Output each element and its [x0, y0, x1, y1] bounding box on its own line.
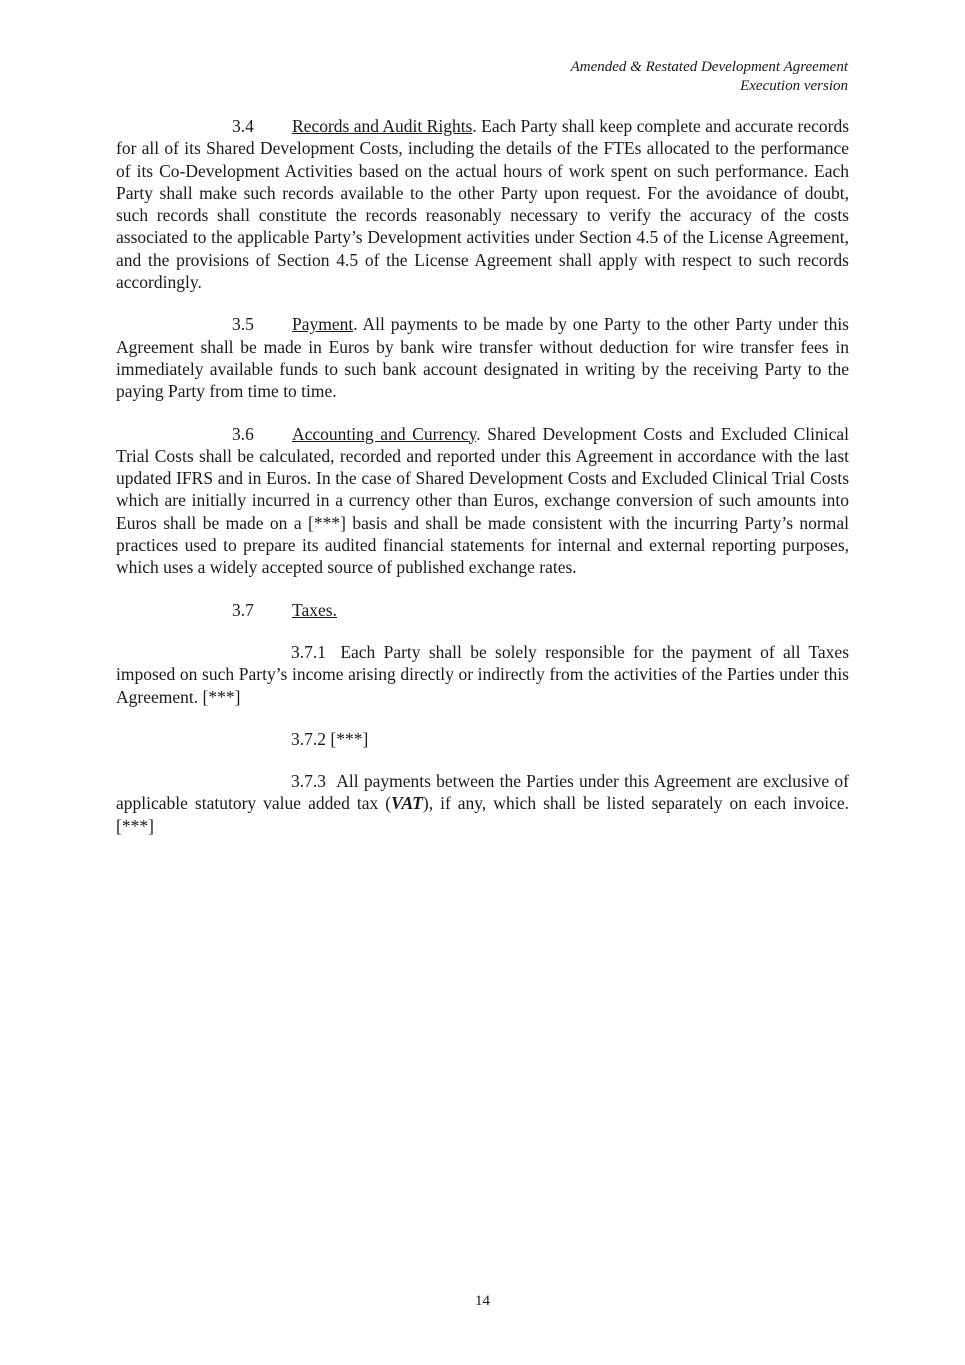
section-3-4	[116, 115, 849, 293]
section-number: 3.7.3	[291, 771, 326, 792]
section-number: 3.7.1	[291, 641, 326, 662]
header-version: Execution version	[740, 78, 848, 94]
section-text: . Shared Development Costs and Excluded Clinical Trial Costs shall be calculated, recorded and reported under this Agreement in accordance with the last updated IFRS and in Euros. In the case of Shared Development Costs and Excluded Clinical Trial Costs which are initially incurred in a currency other than Euros, exchange conversion of such amounts into Euros shall be made on a [***] basis and shall be made consistent with the incurring Party’s normal practices used to prepare its audited financial statements for internal and external reporting purposes, which uses a widely accepted source of published exchange rates.	[116, 423, 849, 578]
document-body	[116, 115, 849, 857]
section-number: 3.4	[232, 116, 254, 136]
section-text: [***]	[330, 728, 369, 749]
page-number: 14	[475, 1293, 490, 1309]
section-heading: Accounting and Currency	[292, 423, 477, 444]
section-number: 3.6	[232, 423, 254, 444]
section-3-7-1	[116, 641, 849, 708]
section-text: . All payments to be made by one Party to the other Party under this Agreement shall be made in Euros by bank wire transfer without deduction for wire transfer fees in immediately available funds to such bank account designated in writing by the receiving Party to the paying Party from time to time.	[116, 314, 849, 402]
section-text: . Each Party shall keep complete and accurate records for all of its Shared Development Costs, including the details of the FTEs allocated to the performance of its Co-Development Activities based on the actual hours of work spent on such performance. Each Party shall make such records available to the other Party upon request. For the avoidance of doubt, such records shall constitute the records reasonably necessary to verify the accuracy of the costs associated to the applicable Party’s Development activities under Section 4.5 of the License Agreement, and the provisions of Section 4.5 of the License Agreement shall apply with respect to such records accordingly.	[116, 116, 850, 293]
header-title: Amended & Restated Development Agreement	[570, 59, 848, 75]
section-3-7-2	[116, 728, 849, 750]
section-heading: Taxes.	[292, 599, 337, 620]
section-3-5	[116, 313, 849, 402]
section-text-after: ), if any, which shall be listed separately on each invoice. [***]	[116, 793, 849, 836]
section-number: 3.7	[232, 599, 254, 620]
section-heading: Records and Audit Rights	[292, 116, 473, 136]
section-number: 3.5	[232, 314, 254, 335]
section-number: 3.7.2	[291, 728, 326, 749]
section-3-7-3	[116, 770, 849, 837]
document-header	[571, 58, 848, 96]
section-3-7	[116, 599, 849, 621]
section-heading: Payment	[292, 314, 354, 335]
vat-term: VAT	[391, 793, 423, 814]
section-text-before: All payments between the Parties under this Agreement are exclusive of applicable statutory value added tax (	[116, 771, 849, 814]
section-text: Each Party shall be solely responsible for the payment of all Taxes imposed on such Party’s income arising directly or indirectly from the activities of the Parties under this Agreement. [***]	[116, 641, 850, 707]
section-3-6	[116, 423, 849, 579]
